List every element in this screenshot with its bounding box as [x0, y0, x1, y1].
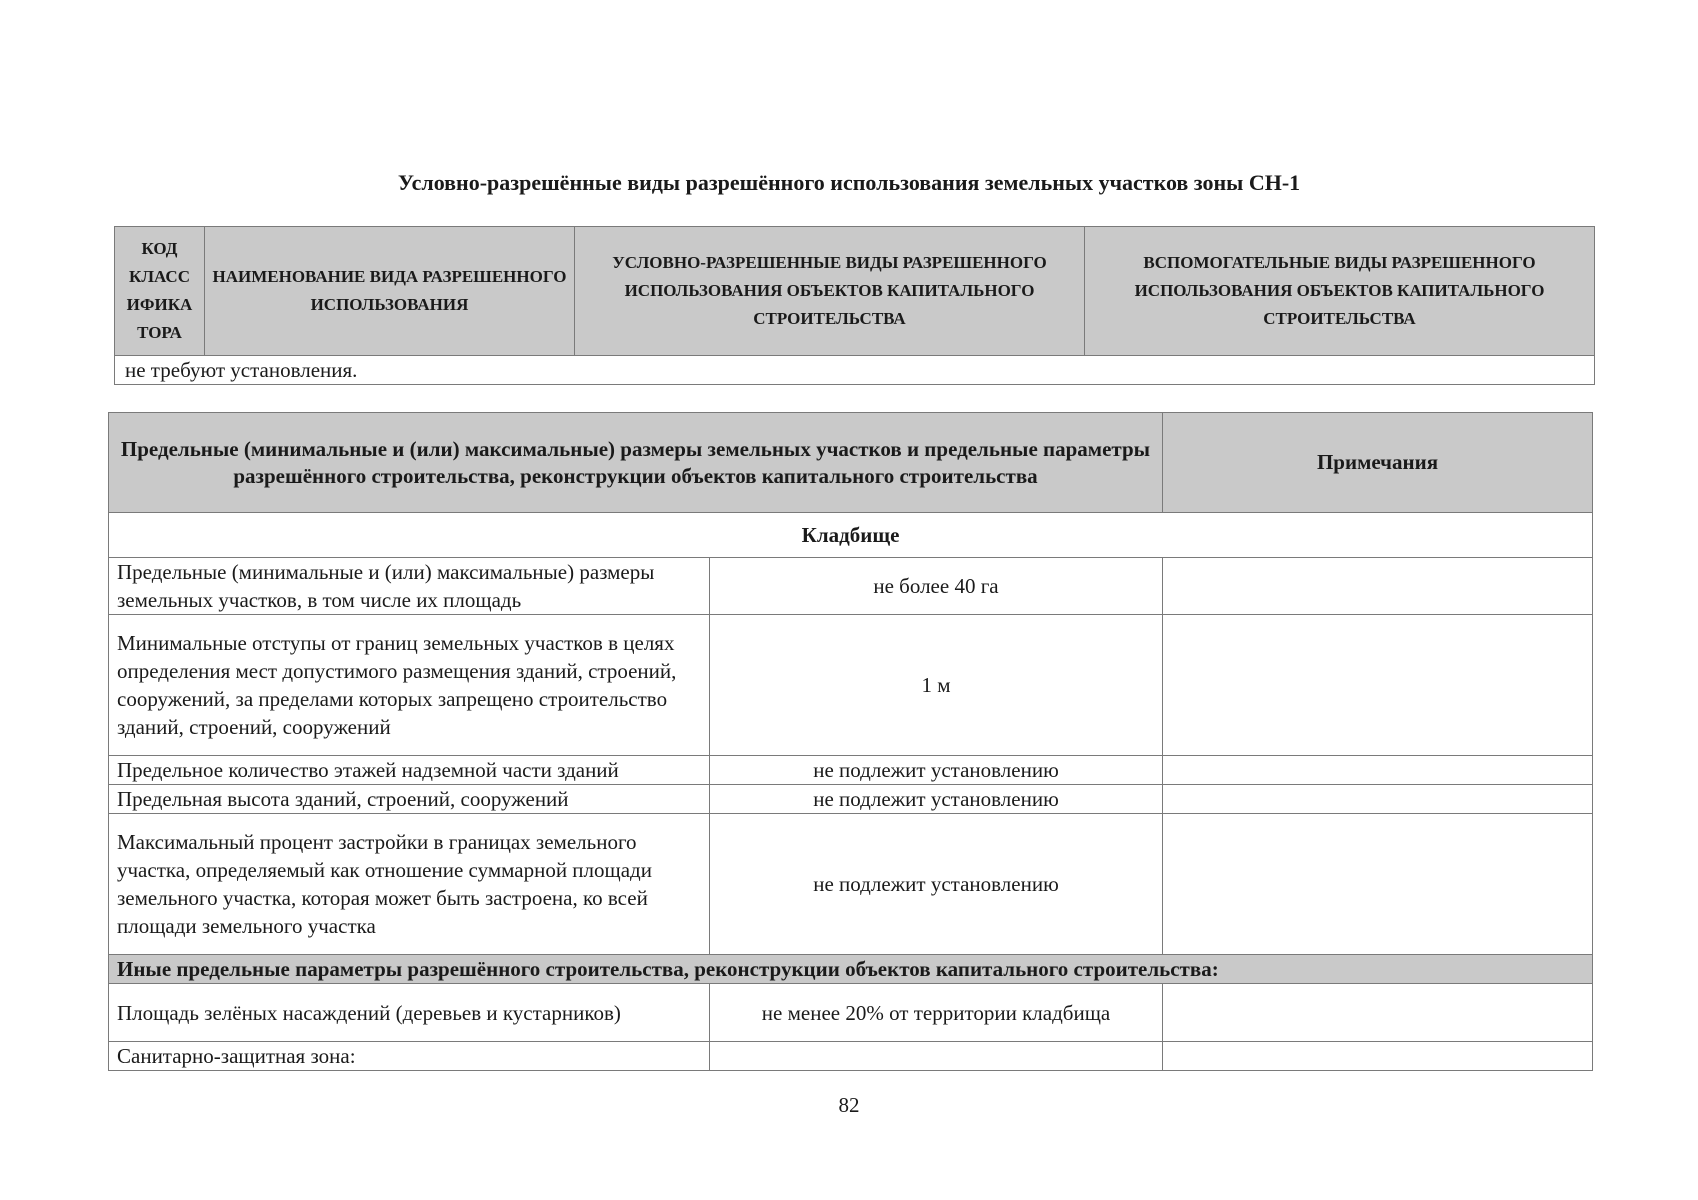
param-cell: Минимальные отступы от границ земельных участков в целях определения мест допустимого размещения зданий, строений, сооружений, за пределами которых запрещено строительство зданий, строений, сооружений: [109, 615, 710, 756]
section-title: Кладбище: [109, 513, 1593, 558]
note-cell: [1163, 615, 1593, 756]
table-row: [109, 814, 1593, 955]
value-cell: не менее 20% от территории кладбища: [710, 984, 1163, 1042]
value-cell: не подлежит установлению: [710, 785, 1163, 814]
header-auxiliary-uses: ВСПОМОГАТЕЛЬНЫЕ ВИДЫ РАЗРЕШЕННОГО ИСПОЛЬЗОВАНИЯ ОБЪЕКТОВ КАПИТАЛЬНОГО СТРОИТЕЛЬСТВА: [1085, 227, 1595, 356]
value-cell: не подлежит установлению: [710, 756, 1163, 785]
parameters-table: [108, 412, 1593, 1071]
note-cell: [1163, 984, 1593, 1042]
value-cell: не подлежит установлению: [710, 814, 1163, 955]
subsection-title: Иные предельные параметры разрешённого строительства, реконструкции объектов капитального строительства:: [109, 955, 1593, 984]
value-cell: 1 м: [710, 615, 1163, 756]
header-code: КОД КЛАСС ИФИКА ТОРА: [115, 227, 205, 356]
note-cell: [1163, 756, 1593, 785]
header-conditional-uses: УСЛОВНО-РАЗРЕШЕННЫЕ ВИДЫ РАЗРЕШЕННОГО ИСПОЛЬЗОВАНИЯ ОБЪЕКТОВ КАПИТАЛЬНОГО СТРОИТЕЛЬСТВА: [575, 227, 1085, 356]
note-cell: не требуют установления.: [115, 356, 1595, 385]
param-cell: Площадь зелёных насаждений (деревьев и кустарников): [109, 984, 710, 1042]
section-row: [109, 513, 1593, 558]
table-row: [109, 558, 1593, 615]
param-cell: Санитарно-защитная зона:: [109, 1042, 710, 1071]
param-cell: Предельное количество этажей надземной части зданий: [109, 756, 710, 785]
param-cell: Предельные (минимальные и (или) максимальные) размеры земельных участков, в том числе их площадь: [109, 558, 710, 615]
table-header-row: [115, 227, 1595, 356]
note-cell: [1163, 1042, 1593, 1071]
note-cell: [1163, 558, 1593, 615]
table-row: [109, 984, 1593, 1042]
param-cell: Максимальный процент застройки в границах земельного участка, определяемый как отношение суммарной площади земельного участка, которая может быть застроена, ко всей площади земельного участка: [109, 814, 710, 955]
note-cell: [1163, 785, 1593, 814]
note-cell: [1163, 814, 1593, 955]
page-title: Условно-разрешённые виды разрешённого использования земельных участков зоны СН-1: [397, 170, 1301, 195]
header-parameters: Предельные (минимальные и (или) максимальные) размеры земельных участков и предельные параметры разрешённого строительства, реконструкции объектов капитального строительства: [109, 413, 1163, 513]
subsection-row: [109, 955, 1593, 984]
table-row: [115, 356, 1595, 385]
param-cell: Предельная высота зданий, строений, сооружений: [109, 785, 710, 814]
table-row: [109, 756, 1593, 785]
table-header-row: [109, 413, 1593, 513]
value-cell: не более 40 га: [710, 558, 1163, 615]
table-row: [109, 615, 1593, 756]
header-use-name: НАИМЕНОВАНИЕ ВИДА РАЗРЕШЕННОГО ИСПОЛЬЗОВАНИЯ: [205, 227, 575, 356]
permitted-uses-table: [114, 226, 1595, 385]
value-cell: [710, 1042, 1163, 1071]
page-number: 82: [838, 1093, 860, 1117]
header-notes: Примечания: [1163, 413, 1593, 513]
table-row: [109, 785, 1593, 814]
table-row: [109, 1042, 1593, 1071]
